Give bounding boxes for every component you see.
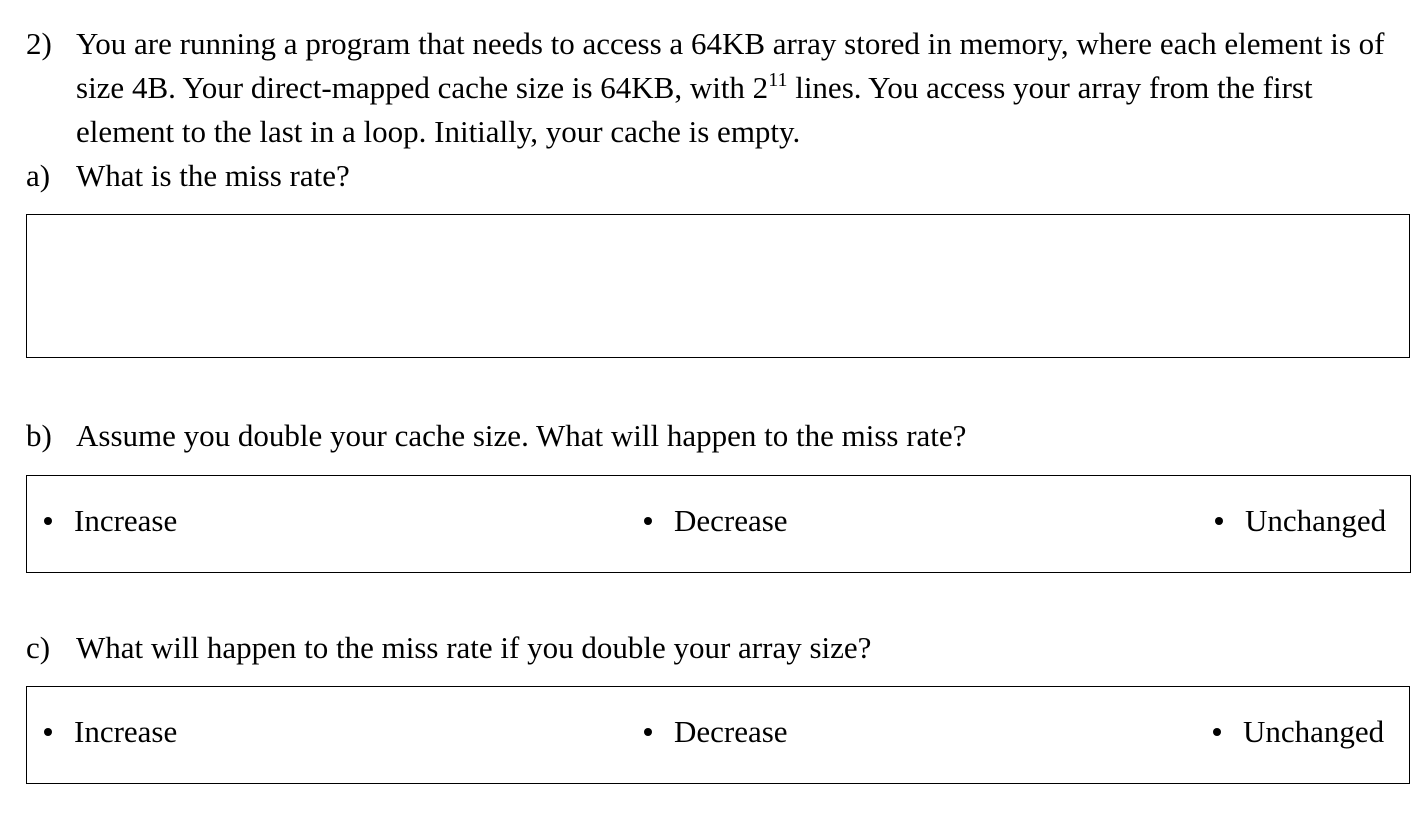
question-text	[76, 22, 1416, 154]
part-c-label: c)	[26, 630, 51, 665]
part-c-prompt	[26, 626, 871, 670]
question-number: 2)	[26, 26, 52, 61]
option-label: Decrease	[674, 714, 788, 749]
part-b-text: Assume you double your cache size. What will happen to the miss rate?	[76, 418, 967, 453]
question-block	[26, 22, 1416, 198]
bullet-icon	[1213, 728, 1221, 736]
option-label: Increase	[74, 714, 178, 749]
question-2	[26, 22, 1416, 154]
bullet-icon	[644, 728, 652, 736]
part-a-prompt	[26, 154, 1416, 198]
part-a-answer-box[interactable]	[26, 214, 1410, 358]
bullet-icon	[1215, 517, 1223, 525]
part-c-option-decrease[interactable]	[644, 710, 788, 754]
part-b-option-increase[interactable]	[44, 499, 177, 543]
part-c-choices	[26, 686, 1410, 784]
bullet-icon	[644, 517, 652, 525]
question-text-part-2: lines. You access your array from the first element to the last in a loop. Initially, your cache is empty.	[76, 70, 1313, 149]
part-b-option-decrease[interactable]	[644, 499, 788, 543]
part-a-text: What is the miss rate?	[76, 158, 350, 193]
option-label: Unchanged	[1245, 503, 1387, 538]
part-c-option-unchanged[interactable]	[1213, 710, 1384, 754]
option-label: Increase	[74, 503, 178, 538]
part-a-label: a)	[26, 158, 51, 193]
part-c-text: What will happen to the miss rate if you double your array size?	[76, 630, 872, 665]
exponent: 11	[768, 69, 788, 91]
part-b-prompt	[26, 414, 966, 458]
bullet-icon	[44, 517, 52, 525]
part-b-choices	[26, 475, 1411, 573]
part-b-option-unchanged[interactable]	[1215, 499, 1386, 543]
bullet-icon	[44, 728, 52, 736]
part-c-option-increase[interactable]	[44, 710, 177, 754]
question-text-part-1: You are running a program that needs to access a 64KB array stored in memory, where each element is of size 4B. Your direct-mapped cache size is 64KB, with 2	[76, 26, 1385, 105]
option-label: Decrease	[674, 503, 788, 538]
part-b-label: b)	[26, 418, 52, 453]
option-label: Unchanged	[1243, 714, 1385, 749]
